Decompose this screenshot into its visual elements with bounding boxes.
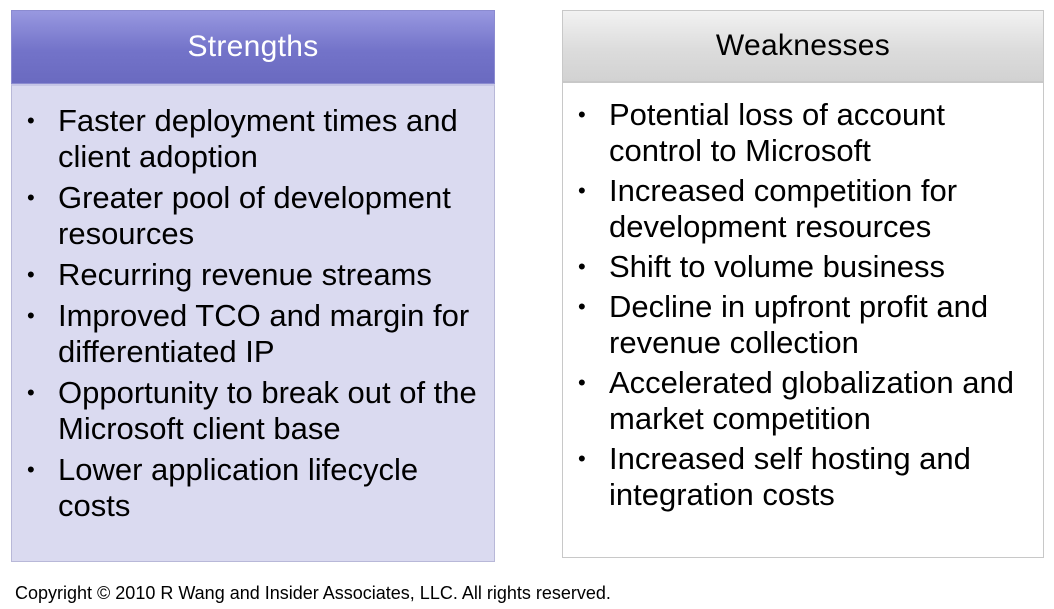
list-item: • Lower application lifecycle costs	[27, 452, 419, 523]
bullet-icon: •	[578, 446, 586, 471]
list-item: • Recurring revenue streams	[27, 257, 432, 292]
list-item: • Shift to volume business	[578, 249, 946, 284]
weaknesses-title: Weaknesses	[715, 29, 891, 62]
weaknesses-list	[563, 97, 1043, 513]
bullet-icon: •	[578, 254, 586, 279]
bullet-icon: •	[578, 178, 586, 203]
bullet-icon: •	[27, 185, 35, 210]
list-item: • Faster deployment times and client adoption	[27, 103, 458, 174]
copyright-notice: Copyright © 2010 R Wang and Insider Associates, LLC. All rights reserved.	[15, 583, 611, 603]
list-item: • Improved TCO and margin for differentiated IP	[27, 298, 470, 369]
list-item: • Opportunity to break out of the Microsoft client base	[27, 375, 477, 446]
strengths-title: Strengths	[187, 30, 319, 63]
weaknesses-panel	[562, 82, 1044, 558]
list-item: • Greater pool of development resources	[27, 180, 451, 251]
list-item: • Accelerated globalization and market competition	[578, 365, 1014, 436]
list-item: • Potential loss of account control to Microsoft	[578, 97, 946, 168]
strengths-panel	[11, 84, 495, 562]
weaknesses-header	[562, 10, 1044, 82]
bullet-icon: •	[27, 303, 35, 328]
bullet-icon: •	[27, 380, 35, 405]
bullet-icon: •	[27, 262, 35, 287]
list-item: • Decline in upfront profit and revenue collection	[578, 289, 989, 360]
bullet-icon: •	[578, 102, 586, 127]
bullet-icon: •	[578, 294, 586, 319]
bullet-icon: •	[27, 108, 35, 133]
strengths-header	[11, 10, 495, 84]
bullet-icon: •	[27, 457, 35, 482]
list-item: • Increased self hosting and integration costs	[578, 441, 971, 512]
strengths-list	[12, 103, 494, 524]
bullet-icon: •	[578, 370, 586, 395]
list-item: • Increased competition for development resources	[578, 173, 958, 244]
